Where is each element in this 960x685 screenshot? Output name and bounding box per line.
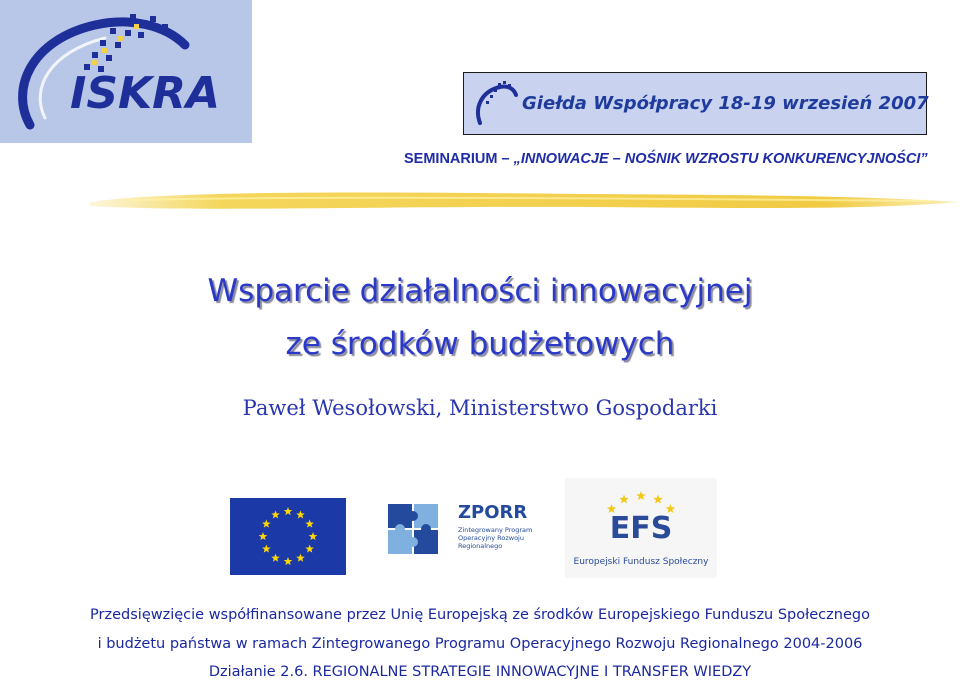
zporr-title: ZPORR [458,502,528,523]
eu-star-icon [284,507,293,515]
efs-star-icon [619,494,629,503]
eu-flag-logo [230,498,346,575]
eu-star-icon [262,520,271,528]
footer-line-3: Działanie 2.6. REGIONALNE STRATEGIE INNOWACYJNE I TRANSFER WIEDZY [208,664,752,680]
seminar-prefix: SEMINARIUM – [404,151,514,167]
zporr-logo [384,500,534,560]
efs-letters: EFS [609,511,673,546]
footer-line-1: Przedsięwzięcie współfinansowane przez Unię Europejską ze środków Europejskiego Funduszu Społecznego [90,607,870,623]
iskra-logo-text: ISKRA [70,68,221,119]
zporr-subtitle: Zintegrowany Program Operacyjny Rozwoju Regionalnego [458,526,533,550]
eu-stars-graphic [230,498,346,575]
author-line: Paweł Wesołowski, Ministerstwo Gospodarki [242,396,718,420]
eu-star-icon [271,510,280,518]
event-banner-text: Giełda Współpracy 18-19 wrzesień 2007 [522,93,929,114]
title-line-2: ze środków budżetowych [285,326,675,362]
efs-logo [565,478,717,578]
iskra-logo [0,0,252,143]
iskra-logo-graphic [0,0,252,143]
puzzle-icon [384,500,442,558]
eu-star-icon [259,532,268,540]
eu-star-icon [296,554,305,562]
seminar-theme: „INNOWACJE – NOŚNIK WZROSTU KONKURENCYJNOŚCI” [513,151,928,167]
efs-caption: Europejski Fundusz Społeczny [573,557,709,567]
eu-star-icon [296,510,305,518]
eu-star-icon [262,545,271,553]
event-banner [463,72,927,135]
eu-star-icon [309,532,318,540]
banner-swirl-icon [472,79,520,129]
efs-star-icon [653,494,663,503]
eu-star-icon [305,520,314,528]
eu-star-icon [305,545,314,553]
eu-star-icon [284,557,293,565]
footer-line-2: i budżetu państwa w ramach Zintegrowanego Programu Operacyjnego Rozwoju Regionalnego 2004-2006 [97,636,863,652]
title-line-1: Wsparcie działalności innowacyjnej [207,273,753,309]
seminar-line [404,151,944,173]
eu-star-icon [271,554,280,562]
yellow-brush-divider [90,182,958,218]
efs-star-icon [636,491,646,500]
